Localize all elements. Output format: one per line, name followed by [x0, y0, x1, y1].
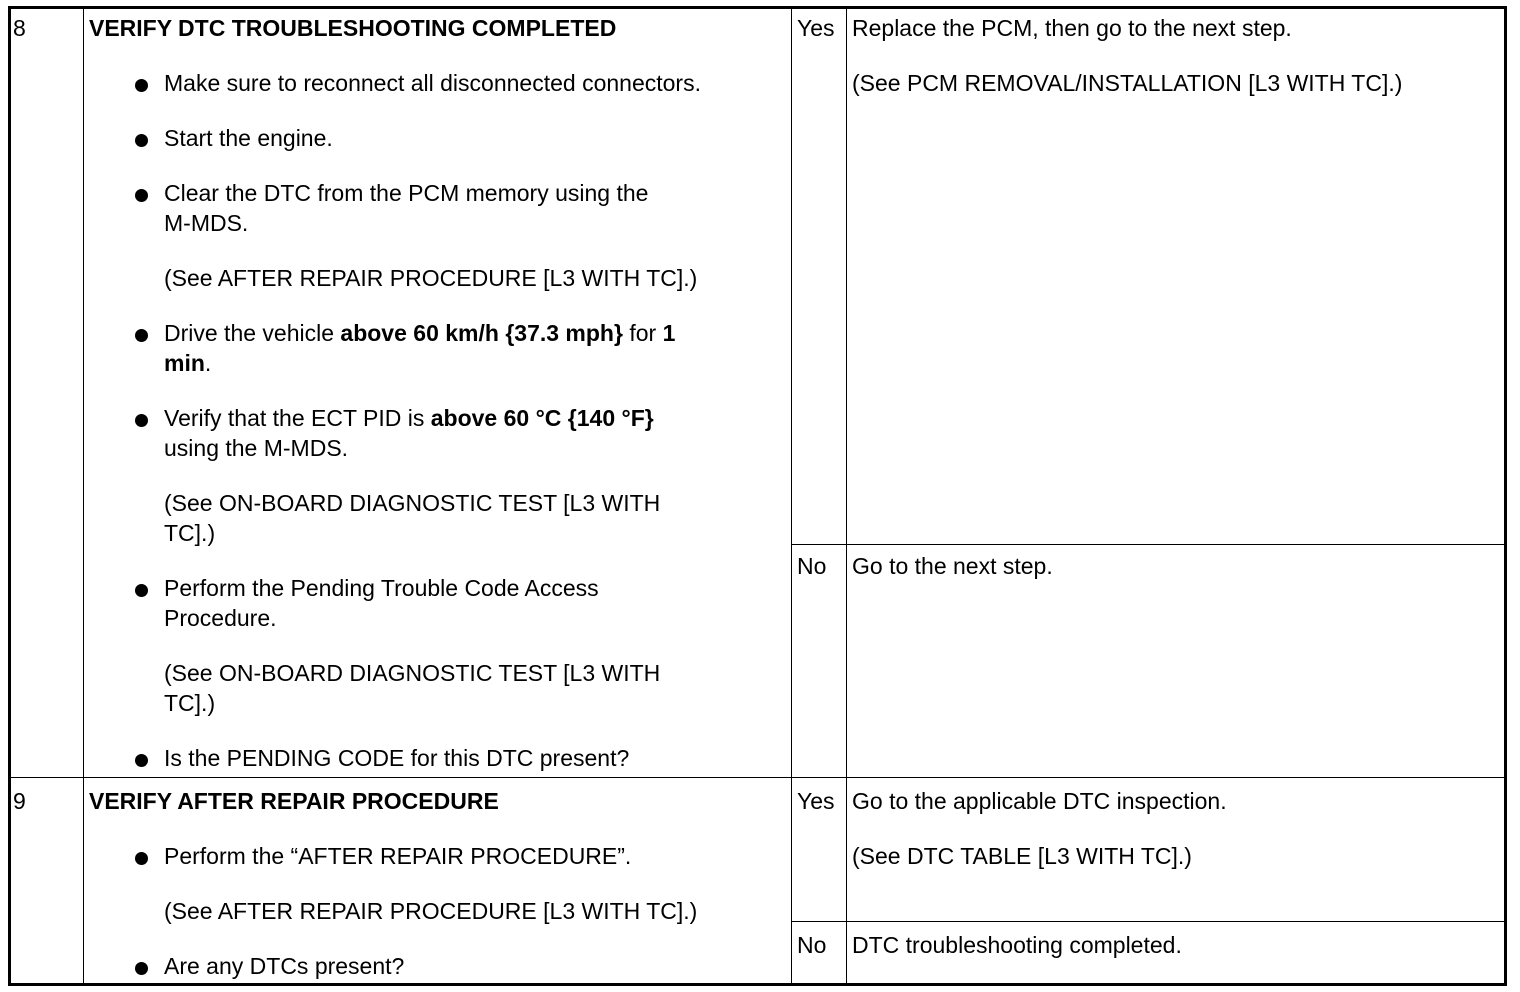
- yes-action: Replace the PCM, then go to the next step.: [852, 15, 1292, 41]
- instruction-text: Perform the “AFTER REPAIR PROCEDURE”.: [164, 843, 632, 869]
- no-label: No: [797, 932, 827, 958]
- column-divider: [846, 9, 847, 983]
- bullet-icon: [135, 189, 148, 202]
- diagnostic-table: [8, 6, 1507, 986]
- reference-text: (See ON-BOARD DIAGNOSTIC TEST [L3 WITH: [164, 660, 661, 686]
- yes-label: Yes: [797, 788, 835, 814]
- instruction-text: Procedure.: [164, 605, 277, 631]
- reference-text: (See AFTER REPAIR PROCEDURE [L3 WITH TC].): [164, 265, 698, 291]
- bullet-icon: [135, 584, 148, 597]
- row-divider: [791, 544, 1504, 545]
- instruction-text: Start the engine.: [164, 125, 333, 151]
- instruction-text: Perform the Pending Trouble Code Access: [164, 575, 599, 601]
- bullet-icon: [135, 414, 148, 427]
- bullet-icon: [135, 329, 148, 342]
- yes-reference: (See PCM REMOVAL/INSTALLATION [L3 WITH TC].): [852, 70, 1403, 96]
- bullet-icon: [135, 852, 148, 865]
- instruction-text: using the M-MDS.: [164, 435, 349, 461]
- step-number: 8: [13, 15, 26, 41]
- reference-text: (See ON-BOARD DIAGNOSTIC TEST [L3 WITH: [164, 490, 661, 516]
- yes-action: Go to the applicable DTC inspection.: [852, 788, 1227, 814]
- bullet-icon: [135, 79, 148, 92]
- bullet-icon: [135, 962, 148, 975]
- instruction-text: Is the PENDING CODE for this DTC present?: [164, 745, 630, 771]
- bullet-icon: [135, 134, 148, 147]
- column-divider: [83, 9, 84, 983]
- instruction-text: Make sure to reconnect all disconnected connectors.: [164, 70, 701, 96]
- reference-text: TC].): [164, 690, 216, 716]
- step-title: VERIFY AFTER REPAIR PROCEDURE: [89, 788, 499, 814]
- row-divider: [11, 777, 1504, 778]
- column-divider: [791, 9, 792, 983]
- row-divider: [791, 921, 1504, 922]
- reference-text: TC].): [164, 520, 216, 546]
- instruction-text: M-MDS.: [164, 210, 249, 236]
- instruction-text: Verify that the ECT PID is above 60 °C {140 °F}: [164, 405, 654, 431]
- instruction-text: min.: [164, 350, 212, 376]
- yes-reference: (See DTC TABLE [L3 WITH TC].): [852, 843, 1192, 869]
- yes-label: Yes: [797, 15, 835, 41]
- step-number: 9: [13, 788, 26, 814]
- no-label: No: [797, 553, 827, 579]
- instruction-text: Are any DTCs present?: [164, 953, 405, 979]
- no-action: Go to the next step.: [852, 553, 1053, 579]
- reference-text: (See AFTER REPAIR PROCEDURE [L3 WITH TC].): [164, 898, 698, 924]
- bullet-icon: [135, 754, 148, 767]
- instruction-text: Clear the DTC from the PCM memory using the: [164, 180, 649, 206]
- step-title: VERIFY DTC TROUBLESHOOTING COMPLETED: [89, 15, 617, 41]
- no-action: DTC troubleshooting completed.: [852, 932, 1182, 958]
- instruction-text: Drive the vehicle above 60 km/h {37.3 mph} for 1: [164, 320, 676, 346]
